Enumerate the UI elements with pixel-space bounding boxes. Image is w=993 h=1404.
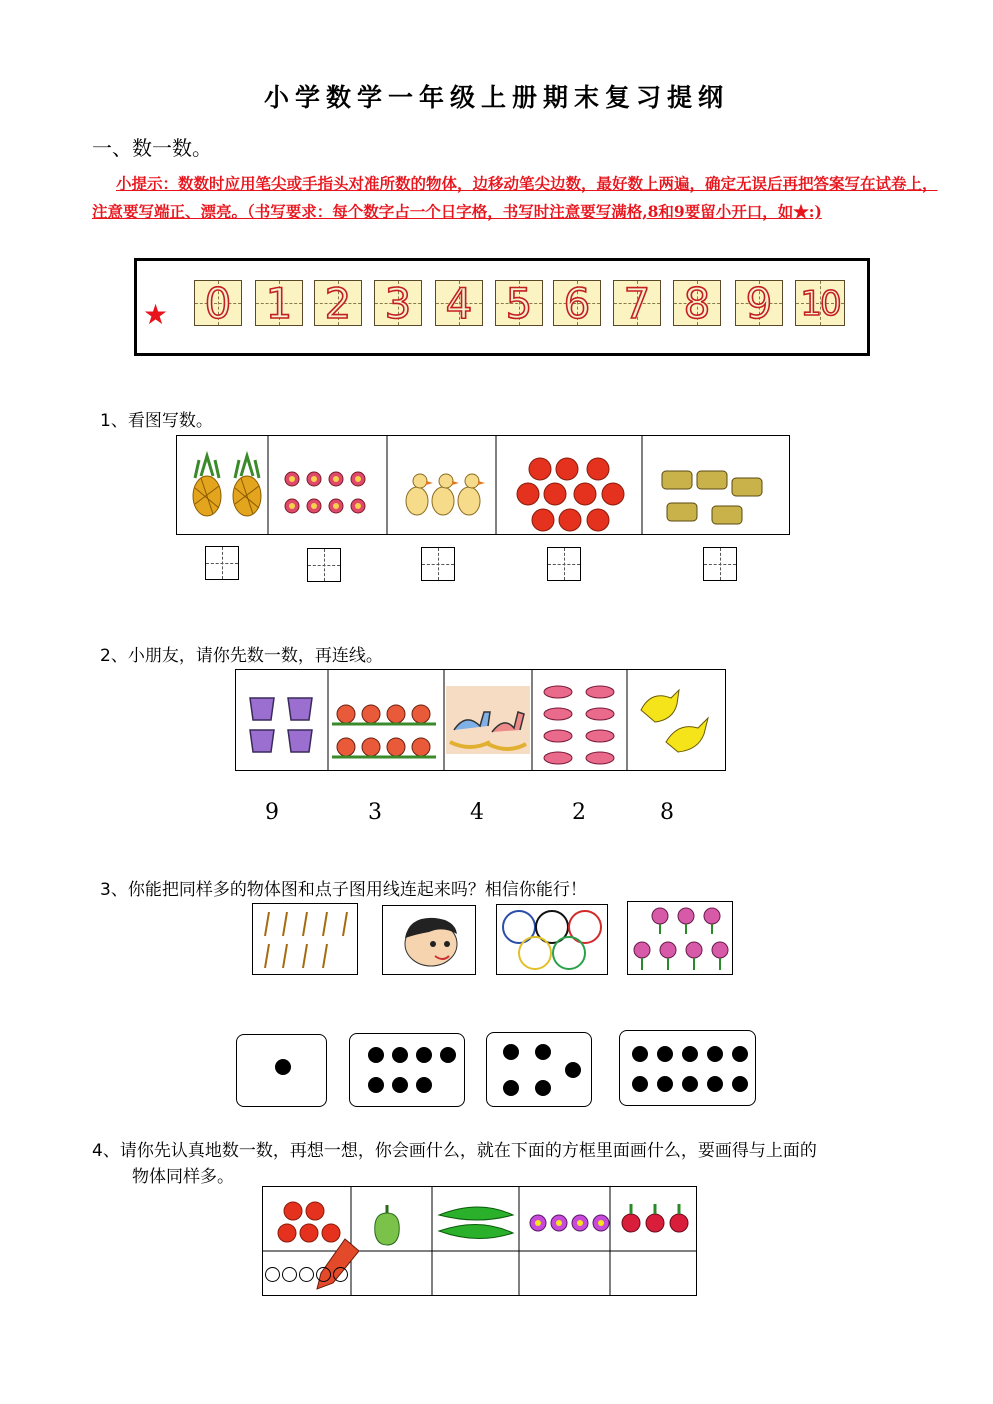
- digit-glyph: 10: [800, 284, 840, 324]
- dot-mark: [416, 1047, 432, 1063]
- pineapple-icon: [193, 456, 261, 516]
- dot-mark: [657, 1046, 673, 1062]
- dot-mark: [392, 1077, 408, 1093]
- dot-mark: [707, 1046, 723, 1062]
- hint-paragraph: [92, 170, 948, 226]
- circle-mark: [299, 1267, 314, 1282]
- roses-picture[interactable]: [627, 901, 733, 975]
- question-3-label: 3、你能把同样多的物体图和点子图用线连起来吗？相信你能行！: [100, 880, 587, 900]
- match-number[interactable]: 2: [572, 800, 586, 825]
- digit-box: [495, 280, 543, 326]
- circle-row: [265, 1267, 350, 1286]
- dot-mark: [535, 1044, 551, 1060]
- dot-mark: [682, 1076, 698, 1092]
- star-icon: ★: [143, 298, 169, 331]
- pepper-icon: [375, 1205, 400, 1245]
- wheat-picture[interactable]: [252, 903, 358, 975]
- circle-mark: [282, 1267, 297, 1282]
- dot-mark: [416, 1077, 432, 1093]
- dot-mark: [368, 1077, 384, 1093]
- drawing-cell[interactable]: [611, 1252, 695, 1294]
- dot-mark: [503, 1044, 519, 1060]
- match-number[interactable]: 8: [660, 800, 674, 825]
- drawing-cell[interactable]: [352, 1252, 431, 1294]
- dot-mark: [732, 1076, 748, 1092]
- digit-box: [255, 280, 303, 326]
- answer-box[interactable]: [421, 547, 455, 581]
- dot-mark: [682, 1046, 698, 1062]
- flower-icon: [285, 472, 365, 513]
- match-number[interactable]: 3: [368, 800, 382, 825]
- hint-text: 小提示：数数时应用笔尖或手指头对准所数的物体，边移动笔尖边数，最好数上两遍，确定无误后再把答案写在试卷上，注意要写端正、漂亮。（书写要求：每个数字占一个日字格，书写时注意要写满格,8和9要留小开口，如: [92, 174, 938, 221]
- tomato-icon: [517, 458, 624, 531]
- dot-mark: [368, 1047, 384, 1063]
- answer-box[interactable]: [703, 547, 737, 581]
- question-4-label-line1: 4、请你先认真地数一数，再想一想，你会画什么，就在下面的方框里面画什么，要画得与上面的: [92, 1141, 817, 1161]
- dot-mark: [632, 1076, 648, 1092]
- bird-icon: [641, 690, 708, 752]
- dot-mark: [392, 1047, 408, 1063]
- dot-mark: [632, 1046, 648, 1062]
- question-1-label: 1、看图写数。: [100, 411, 213, 431]
- drawing-cell[interactable]: [433, 1252, 518, 1294]
- q1-picture-table: [176, 435, 790, 535]
- radish-icon: [622, 1214, 688, 1232]
- dot-mark: [707, 1076, 723, 1092]
- rings-picture[interactable]: [496, 904, 608, 975]
- page-title: 小学数学一年级上册期末复习提纲: [263, 83, 729, 112]
- dot-mark: [565, 1062, 581, 1078]
- rose-icon: [628, 902, 732, 974]
- dot-mark: [535, 1080, 551, 1096]
- digit-box: [735, 280, 783, 326]
- snail-icon: [337, 705, 430, 756]
- digit-glyph: 5: [505, 279, 533, 328]
- digit-glyph: 0: [204, 279, 232, 328]
- digit-box: [795, 280, 845, 326]
- olympic-rings-icon: [497, 905, 607, 974]
- digit-box: [314, 280, 362, 326]
- digit-glyph: 3: [384, 279, 412, 328]
- dot-card[interactable]: [349, 1033, 465, 1107]
- circle-mark: [265, 1267, 280, 1282]
- dot-card[interactable]: [236, 1034, 327, 1107]
- cup-icon: [250, 698, 312, 752]
- digit-box: [673, 280, 721, 326]
- circle-mark: [333, 1267, 348, 1282]
- cucumber-icon: [439, 1207, 513, 1239]
- dot-card[interactable]: [486, 1032, 592, 1107]
- dot-mark: [657, 1076, 673, 1092]
- digit-box: [553, 280, 601, 326]
- q4-drawing-table: [262, 1186, 697, 1296]
- digit-glyph: 1: [265, 279, 293, 328]
- digit-box: [435, 280, 483, 326]
- star-icon: ★: [793, 202, 809, 221]
- drawing-cell[interactable]: [520, 1252, 609, 1294]
- digit-glyph: 8: [683, 279, 711, 328]
- circle-mark: [316, 1267, 331, 1282]
- digit-box: [613, 280, 661, 326]
- digit-glyph: 7: [623, 279, 651, 328]
- dot-mark: [440, 1047, 456, 1063]
- q2-picture-table: [235, 669, 726, 771]
- digit-glyph: 6: [563, 279, 591, 328]
- answer-box[interactable]: [205, 546, 239, 580]
- dot-mark: [503, 1080, 519, 1096]
- digit-glyph: 4: [445, 279, 473, 328]
- flower-icon: [530, 1215, 609, 1231]
- answer-box[interactable]: [547, 547, 581, 581]
- digit-box: [194, 280, 242, 326]
- duck-icon: [406, 474, 480, 515]
- wheat-icon: [253, 904, 357, 974]
- match-number[interactable]: 9: [265, 800, 279, 825]
- digit-box: [374, 280, 422, 326]
- section-heading: 一、数一数。: [92, 136, 212, 160]
- fish-icon: [544, 686, 614, 764]
- question-4-label-line2: 物体同样多。: [132, 1167, 234, 1187]
- dot-mark: [275, 1059, 291, 1075]
- hint-end: :): [808, 202, 822, 221]
- digit-glyph: 9: [745, 279, 773, 328]
- boy-picture[interactable]: [382, 905, 476, 975]
- cow-icon: [662, 471, 762, 524]
- dot-mark: [732, 1046, 748, 1062]
- digit-glyph: 2: [324, 279, 352, 328]
- question-2-label: 2、小朋友，请你先数一数，再连线。: [100, 646, 383, 666]
- tomato-icon: [278, 1202, 340, 1242]
- answer-box[interactable]: [307, 548, 341, 582]
- match-number[interactable]: 4: [470, 800, 484, 825]
- dot-card[interactable]: [619, 1030, 756, 1106]
- boy-face-icon: [383, 906, 475, 974]
